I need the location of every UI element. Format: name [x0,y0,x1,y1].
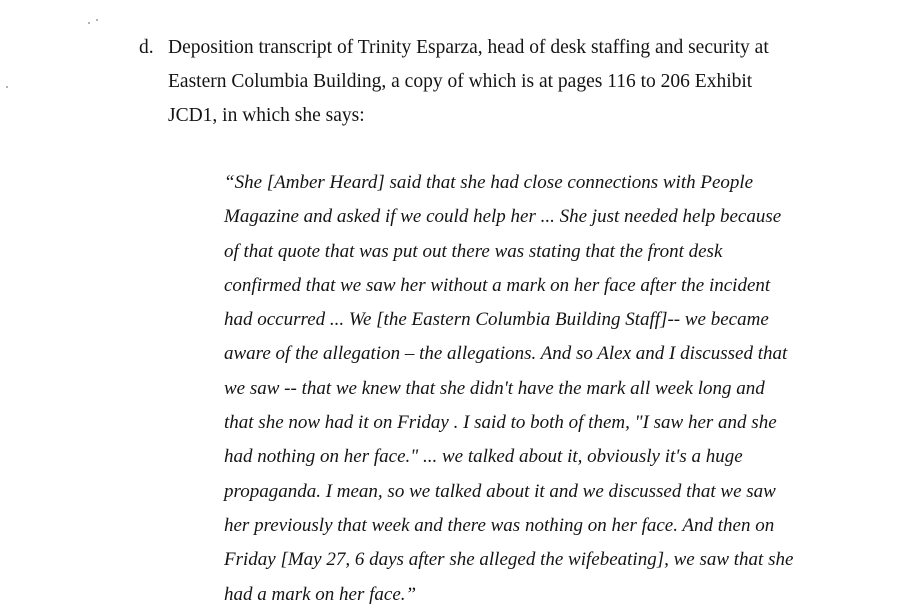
quote-line: of that quote that was put out there was stating that the front desk [224,240,723,262]
quote-line: had a mark on her face.” [224,583,417,605]
quote-line: her previously that week and there was nothing on her face. And then on [224,514,775,536]
item-line: Eastern Columbia Building, a copy of which is at pages 116 to 206 Exhibit [168,71,753,92]
item-line: Deposition transcript of Trinity Esparza, head of desk staffing and security at [168,37,769,58]
quote-line: that she now had it on Friday . I said to both of them, "I saw her and she [224,412,777,434]
quote-line: propaganda. I mean, so we talked about it and we discussed that we saw [224,480,776,502]
quote-line: had nothing on her face." ... we talked about it, obviously it's a huge [224,446,743,468]
scan-speck [88,22,90,24]
scan-speck [96,19,98,21]
quote-line: Magazine and asked if we could help her ... She just needed help because [224,206,782,228]
list-item-marker: d. [139,37,154,58]
item-line: JCD1, in which she says: [168,105,365,126]
quote-line: had occurred ... We [the Eastern Columbia Building Staff]-- we became [224,309,769,331]
quote-line: “She [Amber Heard] said that she had close connections with People [224,172,754,193]
list-item-text [168,31,838,133]
quote-line: aware of the allegation – the allegations. And so Alex and I discussed that [224,343,788,365]
quote-line: Friday [May 27, 6 days after she alleged the wifebeating], we saw that she [224,549,794,571]
quote-line: confirmed that we saw her without a mark on her face after the incident [224,274,771,296]
quote-line: we saw -- that we knew that she didn't have the mark all week long and [224,377,765,399]
block-quote [224,166,844,612]
scan-speck [6,86,8,88]
